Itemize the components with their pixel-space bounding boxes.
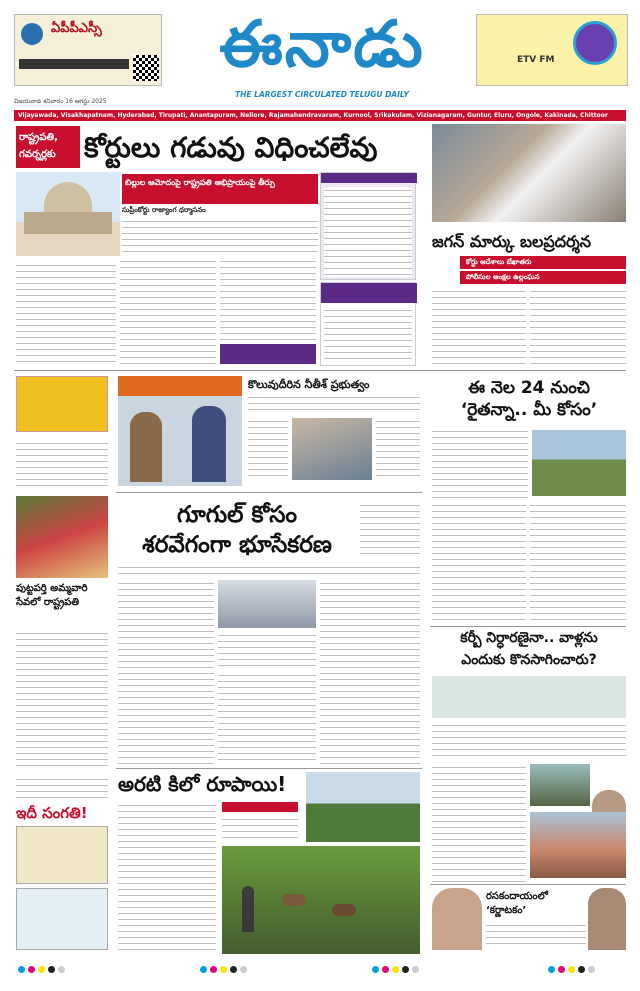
color-registration-marks — [18, 966, 65, 973]
google-headline-1[interactable]: గూగుల్ కోసం — [176, 502, 298, 528]
karbi-headline-1[interactable]: కర్బీ నిర్ధారణైనా.. వాళ్లను — [460, 630, 598, 646]
cartoon-title: ఇదీ సంగతి! — [16, 804, 88, 822]
jagan-col-2 — [530, 288, 626, 364]
sidebar-text — [324, 187, 412, 277]
nitish-col — [248, 418, 288, 480]
sidebar2-text — [324, 307, 412, 363]
cartoon-image-2 — [16, 888, 108, 950]
left-ad-title: ఏపీపీఎస్సీ — [51, 21, 102, 36]
puttaparthi-headline[interactable]: పుట్టపర్తి అమ్మవారి సేవలో రాష్ట్రపతి — [16, 583, 88, 608]
google-col-1 — [118, 580, 214, 764]
lead-col-1 — [16, 262, 116, 366]
color-registration-marks-2 — [200, 966, 247, 973]
left-ad-strip — [19, 59, 129, 69]
google-strap — [118, 564, 420, 574]
lead-purple-tag — [220, 344, 316, 364]
karbi-lines — [432, 722, 626, 760]
figure-1 — [130, 412, 162, 482]
divider-4 — [116, 768, 422, 769]
raithanna-headline-2[interactable]: ‘రైతన్నా.. మీ కోసం’ — [460, 400, 598, 420]
dome-icon — [44, 182, 92, 212]
left-brief-1 — [16, 440, 108, 486]
bottom-right-text — [486, 922, 586, 948]
raithanna-bullets — [432, 428, 528, 498]
jagan-crowd-photo — [432, 124, 626, 222]
divider-5 — [430, 884, 626, 885]
google-side-text — [360, 502, 420, 558]
building-base — [24, 212, 112, 234]
jagan-headline[interactable]: జగన్ మార్కు బలప్రదర్శన — [432, 232, 591, 251]
goat-2 — [332, 904, 356, 916]
color-registration-marks-4 — [548, 966, 595, 973]
left-ad-square[interactable] — [16, 376, 108, 432]
divider-1 — [14, 370, 626, 371]
parliament-photo — [16, 172, 120, 256]
cartoon-image-1 — [16, 826, 108, 884]
siddaramaiah-photo — [432, 888, 482, 950]
raithanna-headline-1[interactable]: ఈ నెల 24 నుంచి — [468, 378, 590, 398]
banana-col-1 — [118, 802, 216, 952]
lead-subhead: బిల్లుల ఆమోదంపై రాష్ట్రపతి అభిప్రాయంపై తీర్పు — [122, 174, 318, 204]
right-ad-title: ETV FM — [517, 55, 555, 65]
banana-photo-1 — [306, 772, 420, 842]
google-col-2 — [218, 672, 316, 764]
divider-3 — [430, 626, 626, 627]
figure-2 — [192, 406, 226, 482]
jagan-col-1 — [432, 288, 526, 364]
lead-sidebar — [320, 172, 416, 280]
appsc-logo-icon — [21, 23, 43, 45]
puttaparthi-photo — [16, 496, 108, 578]
qr-code-icon — [133, 55, 159, 81]
puttaparthi-text — [16, 630, 108, 766]
naidu-col — [376, 418, 420, 480]
shivakumar-photo — [588, 888, 626, 950]
banana-tag — [222, 802, 298, 812]
dateline: విజయవాడ శనివారం 16 ఆగస్టు 2025 — [14, 98, 107, 105]
raithanna-photo — [532, 430, 626, 496]
lead-headline[interactable]: కోర్టులు గడువు విధించలేవు — [84, 131, 378, 164]
karbi-photo-1 — [530, 764, 590, 806]
bottom-right-headline[interactable]: రసకందాయంలో ‘కర్ణాటకం’ — [486, 891, 548, 916]
jagan-bar-1: కోర్టు ఆదేశాలు బేఖాతరు — [460, 256, 626, 269]
raithanna-col-1 — [432, 502, 526, 624]
city-nav-strip[interactable]: Vijayawada, Visakhapatnam, Hyderabad, Tirupati, Anantapuram, Nellore, Rajamahendravaram, Kurnool, Srikakulam, Vizianagaram, Guntur, Eluru, Ongole, Kakinada, Chittoor — [14, 110, 626, 121]
lead-box-title: సుప్రీంకోర్టు రాజ్యాంగ ధర్మాసనం — [122, 206, 206, 214]
lead-col-3 — [220, 258, 316, 342]
karbi-box — [432, 676, 626, 718]
sidebar-bar — [321, 173, 417, 183]
masthead-tagline: THE LARGEST CIRCULATED TELUGU DAILY — [235, 90, 409, 99]
banana-col-2 — [222, 816, 298, 838]
left-brief-2 — [16, 776, 108, 800]
fm-logo-icon — [573, 21, 617, 65]
lead-col-2 — [120, 258, 216, 366]
jagan-bar-2: పోలీసుల ఆంక్షల ఉల్లంఘన — [460, 271, 626, 284]
divider-2 — [116, 492, 422, 493]
goat-1 — [282, 894, 306, 906]
google-photo — [218, 580, 316, 628]
nitish-text — [248, 394, 420, 410]
nitish-headline[interactable]: కొలువుదీరిన నీతీశ్ ప్రభుత్వం — [248, 378, 370, 391]
google-col-3 — [320, 580, 420, 764]
left-top-ad[interactable] — [14, 14, 162, 86]
right-top-ad[interactable] — [476, 14, 628, 86]
nitish-photo — [118, 376, 242, 486]
banana-headline[interactable]: అరటి కిలో రూపాయి! — [118, 772, 287, 796]
color-registration-marks-3 — [372, 966, 419, 973]
karbi-headline-2[interactable]: ఎందుకు కొనసాగించారు? — [461, 652, 597, 668]
karbi-col-1 — [432, 764, 526, 882]
masthead-title: ఈనాడు — [219, 8, 425, 82]
lead-text-a — [122, 218, 318, 252]
naidu-photo — [292, 418, 372, 480]
person-figure — [242, 886, 254, 932]
sidebar2-bar — [321, 283, 417, 303]
raithanna-col-2 — [530, 502, 626, 624]
lead-kicker: రాష్ట్రపతి, గవర్నర్లకు — [16, 126, 80, 168]
lead-sidebar-2 — [320, 282, 416, 366]
banana-photo-2 — [222, 846, 420, 954]
google-headline-2[interactable]: శరవేగంగా భూసేకరణ — [142, 532, 332, 558]
google-caption — [218, 632, 316, 668]
karbi-photo-2 — [530, 812, 626, 878]
